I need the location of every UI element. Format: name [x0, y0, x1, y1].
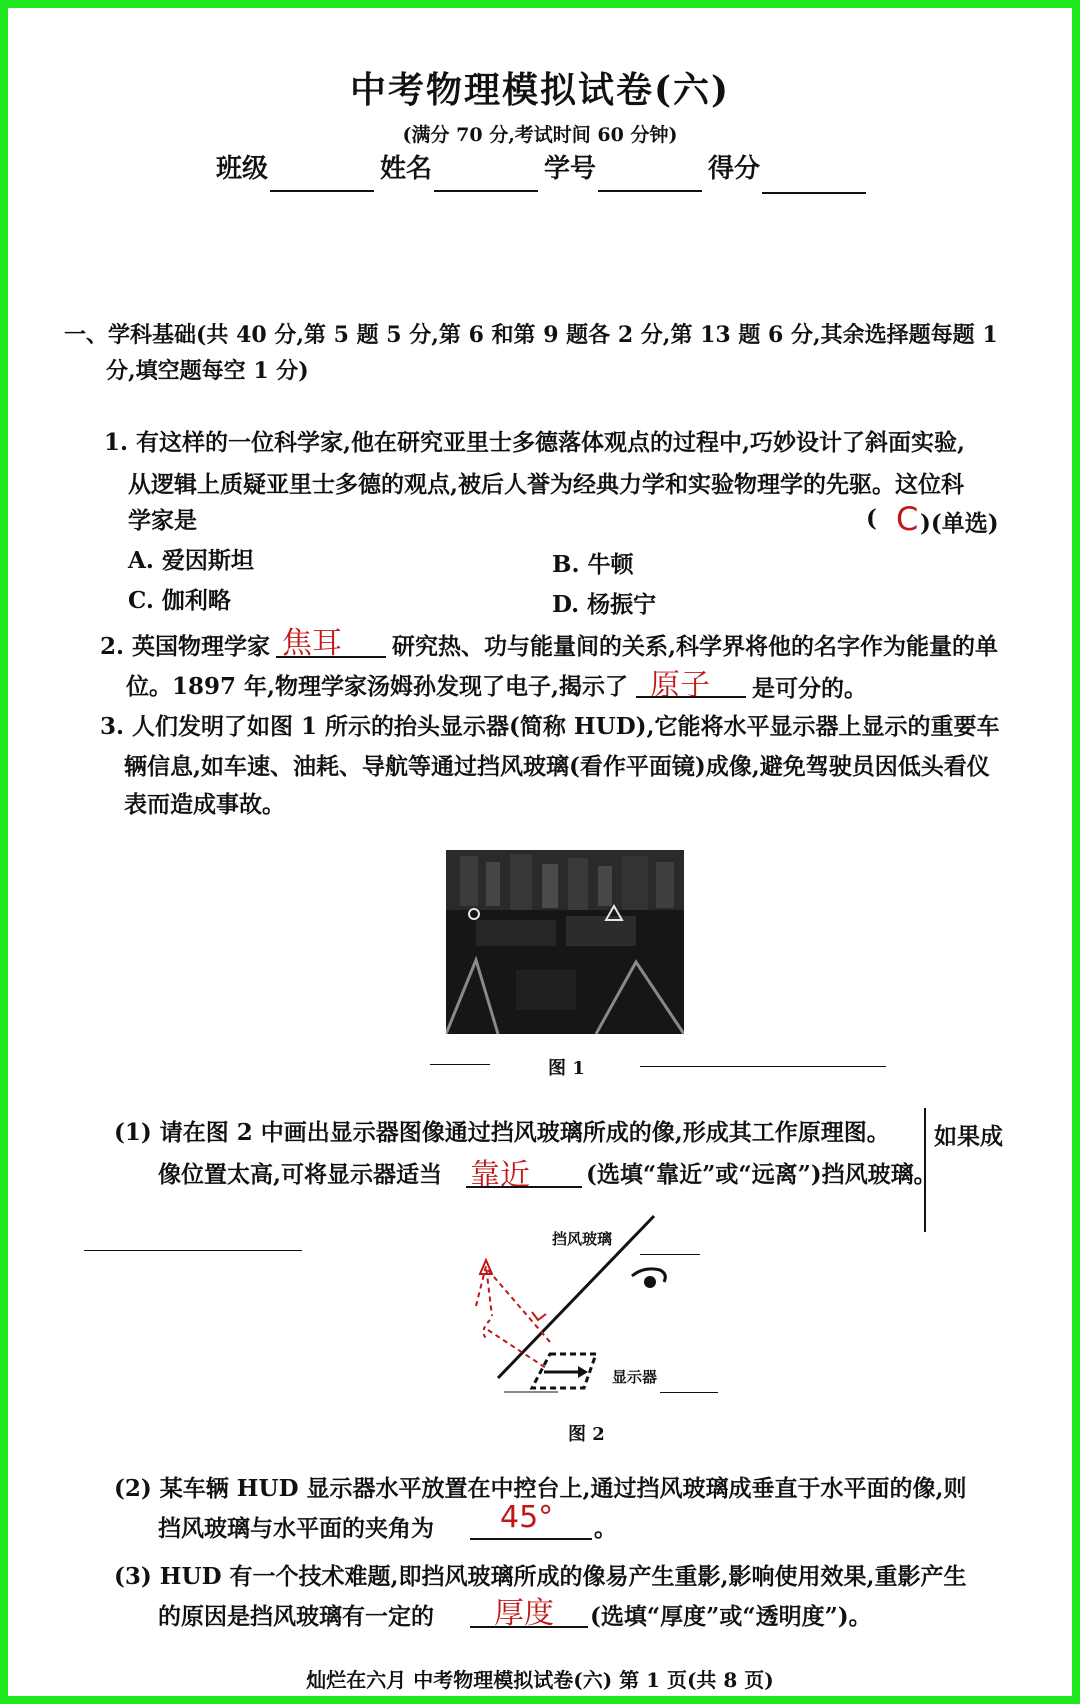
q1-option-c[interactable]: C. 伽利略: [128, 587, 231, 614]
fig1-rule-left: [430, 1064, 490, 1065]
fig2-windshield-label: 挡风玻璃: [552, 1230, 613, 1248]
q2-text-part3: 位。1897 年,物理学家汤姆孙发现了电子,揭示了: [126, 673, 629, 700]
fig2-caption: 图 2: [568, 1424, 605, 1445]
fig1-rule-right: [640, 1066, 886, 1067]
section-heading: 一、学科基础(共 40 分,第 5 题 5 分,第 6 和第 9 题各 2 分,第 13 题 6 分,其余选择题每题 1: [64, 322, 998, 348]
q3-sub1-tail: 如果成: [934, 1123, 1003, 1150]
score-label: 得分: [708, 154, 761, 184]
q2-text-part1: 2. 英国物理学家: [100, 633, 271, 660]
hud-photo: [446, 850, 684, 1034]
q3-sub3-line1: (3) HUD 有一个技术难题,即挡风玻璃所成的像易产生重影,影响使用效果,重影产生: [114, 1563, 967, 1590]
q3-sub2-answer[interactable]: 45°: [500, 1500, 554, 1535]
q1-option-d[interactable]: D. 杨振宁: [552, 591, 657, 618]
q3-sub3-line2-b: (选填“厚度”或“透明度”)。: [590, 1603, 872, 1630]
q3-sub2-blank: [470, 1538, 592, 1540]
q3-sub1-line2-a: 像位置太高,可将显示器适当: [158, 1161, 443, 1188]
eye-pupil: [644, 1276, 656, 1288]
q2-blank2: [636, 696, 746, 698]
name-blank[interactable]: [434, 190, 538, 192]
construction-line-top: [488, 1270, 550, 1342]
q3-sub1-line2-b: (选填“靠近”或“远离”)挡风玻璃。: [586, 1161, 937, 1188]
class-blank[interactable]: [270, 190, 374, 192]
fig1-caption: 图 1: [548, 1058, 585, 1079]
q3-sub1-blank: [466, 1186, 582, 1188]
student-id-label: 学号: [544, 154, 597, 184]
q1-paren-close: )(单选): [920, 510, 999, 537]
fig2-rule-left: [84, 1250, 302, 1251]
q3-text-line3: 表而造成事故。: [124, 791, 285, 818]
q2-answer2[interactable]: 原子: [650, 668, 710, 703]
q3-sub1-answer[interactable]: 靠近: [470, 1158, 530, 1193]
q3-text-line1: 3. 人们发明了如图 1 所示的抬头显示器(简称 HUD),它能将水平显示器上显示的重要车: [100, 713, 1000, 740]
q3-sub1-line1: (1) 请在图 2 中画出显示器图像通过挡风玻璃所成的像,形成其工作原理图。: [114, 1119, 890, 1146]
q3-sub3-blank: [470, 1626, 588, 1628]
exam-info: (满分 70 分,考试时间 60 分钟): [402, 124, 678, 146]
q2-text-part4: 是可分的。: [752, 675, 867, 702]
q1-answer[interactable]: C: [896, 500, 919, 538]
fig2-display-label: 显示器: [612, 1368, 658, 1386]
q1-option-a[interactable]: A. 爱因斯坦: [128, 547, 254, 574]
q1-text-line2: 从逻辑上质疑亚里士多德的观点,被后人誉为经典力学和实验物理学的先驱。这位科: [128, 471, 965, 498]
fig2-rule-display: [660, 1392, 718, 1393]
q1-text-line3: 学家是: [128, 507, 197, 534]
q2-answer1[interactable]: 焦耳: [282, 626, 342, 661]
q3-sub2-line2-a: 挡风玻璃与水平面的夹角为: [158, 1515, 434, 1542]
q1-text-line1: 1. 有这样的一位科学家,他在研究亚里士多德落体观点的过程中,巧妙设计了斜面实验,: [104, 429, 966, 456]
q3-sub3-answer[interactable]: 厚度: [494, 1596, 554, 1631]
fig2-diagram: [460, 1210, 720, 1400]
score-blank[interactable]: [762, 192, 866, 194]
name-label: 姓名: [380, 154, 433, 184]
q3-sub2-line2-b: 。: [594, 1515, 617, 1542]
q1-option-b[interactable]: B. 牛顿: [552, 551, 634, 578]
q2-blank1: [276, 656, 386, 658]
page-footer: 灿烂在六月 中考物理模拟试卷(六) 第 1 页(共 8 页): [306, 1668, 774, 1692]
q2-text-part2: 研究热、功与能量间的关系,科学界将他的名字作为能量的单: [392, 633, 999, 660]
student-id-blank[interactable]: [598, 190, 702, 192]
page-title: 中考物理模拟试卷(六): [349, 69, 731, 111]
q3-text-line2: 辆信息,如车速、油耗、导航等通过挡风玻璃(看作平面镜)成像,避免驾驶员因低头看仪: [124, 753, 990, 780]
section-heading-cont: 分,填空题每空 1 分): [106, 358, 309, 384]
q3-sub3-line2-a: 的原因是挡风玻璃有一定的: [158, 1603, 434, 1630]
q3-sub2-line1: (2) 某车辆 HUD 显示器水平放置在中控台上,通过挡风玻璃成垂直于水平面的像,则: [114, 1475, 967, 1502]
q1-paren-open: (: [866, 505, 877, 532]
class-label: 班级: [216, 154, 269, 184]
